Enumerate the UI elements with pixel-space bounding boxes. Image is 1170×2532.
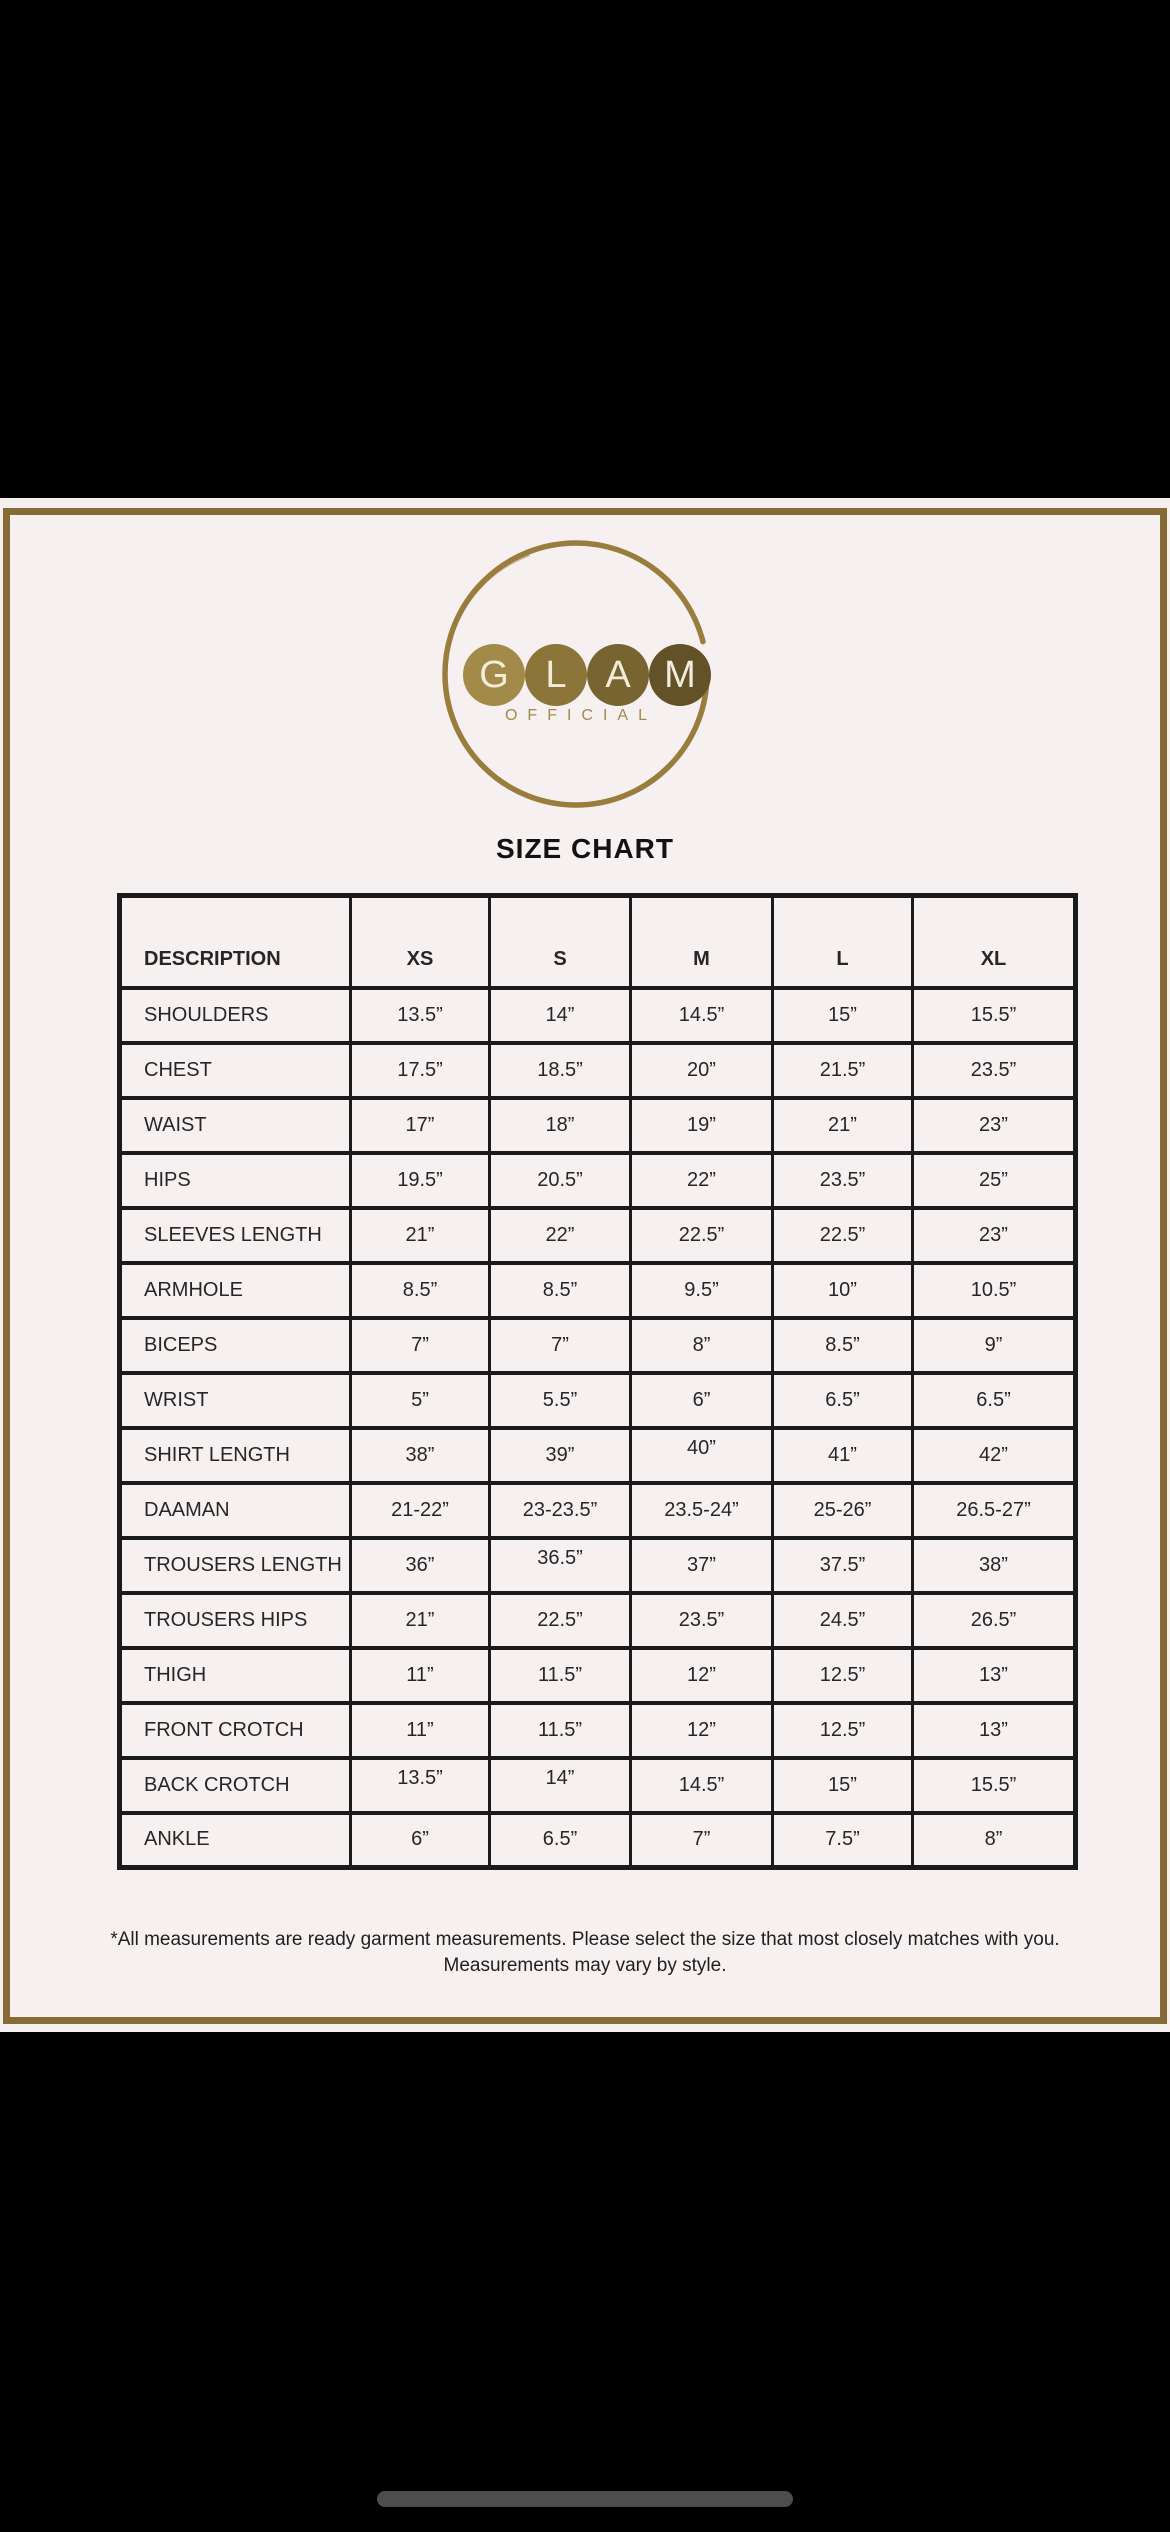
measurement-value: 20.5” bbox=[490, 1153, 631, 1208]
measurement-value: 22” bbox=[631, 1153, 773, 1208]
measurement-value: 26.5-27” bbox=[913, 1483, 1076, 1538]
logo-letter-circle-l: L bbox=[525, 644, 587, 706]
measurement-value: 20” bbox=[631, 1043, 773, 1098]
measurement-label: DAAMAN bbox=[120, 1483, 351, 1538]
footnote-line1: *All measurements are ready garment measurements. Please select the size that most closely matches with you. bbox=[110, 1929, 1060, 1950]
table-row bbox=[120, 1758, 1076, 1813]
measurement-label: SLEEVES LENGTH bbox=[120, 1208, 351, 1263]
measurement-value: 25-26” bbox=[773, 1483, 913, 1538]
measurement-value: 17.5” bbox=[351, 1043, 490, 1098]
measurement-value: 6.5” bbox=[490, 1813, 631, 1868]
measurement-label: TROUSERS HIPS bbox=[120, 1593, 351, 1648]
measurement-label: TROUSERS LENGTH bbox=[120, 1538, 351, 1593]
measurement-value: 21” bbox=[351, 1208, 490, 1263]
page-title: SIZE CHART bbox=[496, 833, 674, 864]
measurement-value: 13.5” bbox=[351, 1758, 490, 1813]
measurement-value: 24.5” bbox=[773, 1593, 913, 1648]
measurement-value: 15” bbox=[773, 988, 913, 1043]
measurement-value: 6.5” bbox=[773, 1373, 913, 1428]
measurement-value: 11.5” bbox=[490, 1703, 631, 1758]
measurement-value: 12.5” bbox=[773, 1648, 913, 1703]
measurement-value: 42” bbox=[913, 1428, 1076, 1483]
measurement-label: ARMHOLE bbox=[120, 1263, 351, 1318]
brand-logo bbox=[431, 537, 721, 819]
column-header: XS bbox=[351, 896, 490, 988]
measurement-value: 5” bbox=[351, 1373, 490, 1428]
measurement-value: 6” bbox=[631, 1373, 773, 1428]
table-header-row bbox=[120, 896, 1076, 988]
measurement-value: 12.5” bbox=[773, 1703, 913, 1758]
measurement-value: 21-22” bbox=[351, 1483, 490, 1538]
measurement-value: 8.5” bbox=[490, 1263, 631, 1318]
table-row bbox=[120, 1373, 1076, 1428]
measurement-value: 19.5” bbox=[351, 1153, 490, 1208]
measurement-value: 10” bbox=[773, 1263, 913, 1318]
measurement-value: 38” bbox=[351, 1428, 490, 1483]
measurement-label: THIGH bbox=[120, 1648, 351, 1703]
measurement-value: 11” bbox=[351, 1703, 490, 1758]
measurement-value: 23.5” bbox=[913, 1043, 1076, 1098]
brand-subtitle: OFFICIAL bbox=[504, 707, 657, 724]
measurement-value: 23.5” bbox=[773, 1153, 913, 1208]
measurement-value: 12” bbox=[631, 1648, 773, 1703]
measurement-value: 7” bbox=[351, 1318, 490, 1373]
table-row bbox=[120, 1263, 1076, 1318]
measurement-value: 22.5” bbox=[490, 1593, 631, 1648]
logo-letter-circle-a: A bbox=[587, 644, 649, 706]
measurement-value: 40” bbox=[631, 1428, 773, 1483]
table-row bbox=[120, 1538, 1076, 1593]
measurement-value: 15.5” bbox=[913, 988, 1076, 1043]
table-row bbox=[120, 1043, 1076, 1098]
logo-letter-circles bbox=[463, 644, 711, 706]
column-header: DESCRIPTION bbox=[120, 896, 351, 988]
logo-letter-circle-g: G bbox=[463, 644, 525, 706]
measurement-label: SHOULDERS bbox=[120, 988, 351, 1043]
measurement-value: 7.5” bbox=[773, 1813, 913, 1868]
measurement-value: 9” bbox=[913, 1318, 1076, 1373]
measurement-value: 23.5” bbox=[631, 1593, 773, 1648]
measurement-value: 37” bbox=[631, 1538, 773, 1593]
measurement-value: 13” bbox=[913, 1648, 1076, 1703]
measurement-value: 7” bbox=[490, 1318, 631, 1373]
measurement-label: FRONT CROTCH bbox=[120, 1703, 351, 1758]
measurement-label: WRIST bbox=[120, 1373, 351, 1428]
measurement-label: BACK CROTCH bbox=[120, 1758, 351, 1813]
measurement-value: 13” bbox=[913, 1703, 1076, 1758]
measurement-value: 5.5” bbox=[490, 1373, 631, 1428]
measurement-value: 36.5” bbox=[490, 1538, 631, 1593]
measurement-value: 18.5” bbox=[490, 1043, 631, 1098]
measurement-value: 8” bbox=[913, 1813, 1076, 1868]
measurement-value: 21.5” bbox=[773, 1043, 913, 1098]
measurement-value: 41” bbox=[773, 1428, 913, 1483]
table-row bbox=[120, 1648, 1076, 1703]
table-row bbox=[120, 1428, 1076, 1483]
measurement-value: 15.5” bbox=[913, 1758, 1076, 1813]
measurement-value: 7” bbox=[631, 1813, 773, 1868]
measurement-value: 8” bbox=[631, 1318, 773, 1373]
measurement-label: HIPS bbox=[120, 1153, 351, 1208]
measurement-value: 26.5” bbox=[913, 1593, 1076, 1648]
measurement-value: 19” bbox=[631, 1098, 773, 1153]
measurement-label: SHIRT LENGTH bbox=[120, 1428, 351, 1483]
size-chart-image[interactable] bbox=[0, 498, 1170, 2032]
measurement-value: 23” bbox=[913, 1208, 1076, 1263]
measurement-value: 13.5” bbox=[351, 988, 490, 1043]
measurement-label: BICEPS bbox=[120, 1318, 351, 1373]
measurement-value: 9.5” bbox=[631, 1263, 773, 1318]
table-row bbox=[120, 1098, 1076, 1153]
measurement-value: 10.5” bbox=[913, 1263, 1076, 1318]
table-row bbox=[120, 988, 1076, 1043]
measurement-value: 37.5” bbox=[773, 1538, 913, 1593]
measurement-value: 22” bbox=[490, 1208, 631, 1263]
measurement-value: 23” bbox=[913, 1098, 1076, 1153]
measurement-value: 8.5” bbox=[351, 1263, 490, 1318]
home-indicator[interactable] bbox=[377, 2491, 793, 2507]
measurement-label: WAIST bbox=[120, 1098, 351, 1153]
measurement-value: 15” bbox=[773, 1758, 913, 1813]
column-header: L bbox=[773, 896, 913, 988]
measurement-value: 6” bbox=[351, 1813, 490, 1868]
column-header: M bbox=[631, 896, 773, 988]
measurement-value: 21” bbox=[351, 1593, 490, 1648]
measurement-value: 17” bbox=[351, 1098, 490, 1153]
size-chart-table bbox=[117, 893, 1078, 1870]
table-row bbox=[120, 1483, 1076, 1538]
column-header: S bbox=[490, 896, 631, 988]
gold-frame bbox=[3, 508, 1167, 2024]
footnote bbox=[10, 1927, 1160, 1979]
measurement-value: 22.5” bbox=[773, 1208, 913, 1263]
measurement-label: ANKLE bbox=[120, 1813, 351, 1868]
table-row bbox=[120, 1208, 1076, 1263]
table-row bbox=[120, 1813, 1076, 1868]
footnote-line2: Measurements may vary by style. bbox=[443, 1955, 727, 1976]
table-row bbox=[120, 1153, 1076, 1208]
measurement-value: 38” bbox=[913, 1538, 1076, 1593]
measurement-value: 25” bbox=[913, 1153, 1076, 1208]
column-header: XL bbox=[913, 896, 1076, 988]
measurement-value: 8.5” bbox=[773, 1318, 913, 1373]
measurement-value: 14.5” bbox=[631, 1758, 773, 1813]
measurement-value: 14.5” bbox=[631, 988, 773, 1043]
measurement-value: 36” bbox=[351, 1538, 490, 1593]
measurement-value: 14” bbox=[490, 988, 631, 1043]
measurement-value: 39” bbox=[490, 1428, 631, 1483]
measurement-value: 22.5” bbox=[631, 1208, 773, 1263]
measurement-value: 14” bbox=[490, 1758, 631, 1813]
measurement-value: 23.5-24” bbox=[631, 1483, 773, 1538]
measurement-value: 6.5” bbox=[913, 1373, 1076, 1428]
measurement-value: 12” bbox=[631, 1703, 773, 1758]
measurement-value: 18” bbox=[490, 1098, 631, 1153]
table-row bbox=[120, 1703, 1076, 1758]
measurement-value: 11.5” bbox=[490, 1648, 631, 1703]
measurement-label: CHEST bbox=[120, 1043, 351, 1098]
table-row bbox=[120, 1593, 1076, 1648]
measurement-value: 11” bbox=[351, 1648, 490, 1703]
measurement-value: 21” bbox=[773, 1098, 913, 1153]
measurement-value: 23-23.5” bbox=[490, 1483, 631, 1538]
logo-letter-circle-m: M bbox=[649, 644, 711, 706]
table-row bbox=[120, 1318, 1076, 1373]
